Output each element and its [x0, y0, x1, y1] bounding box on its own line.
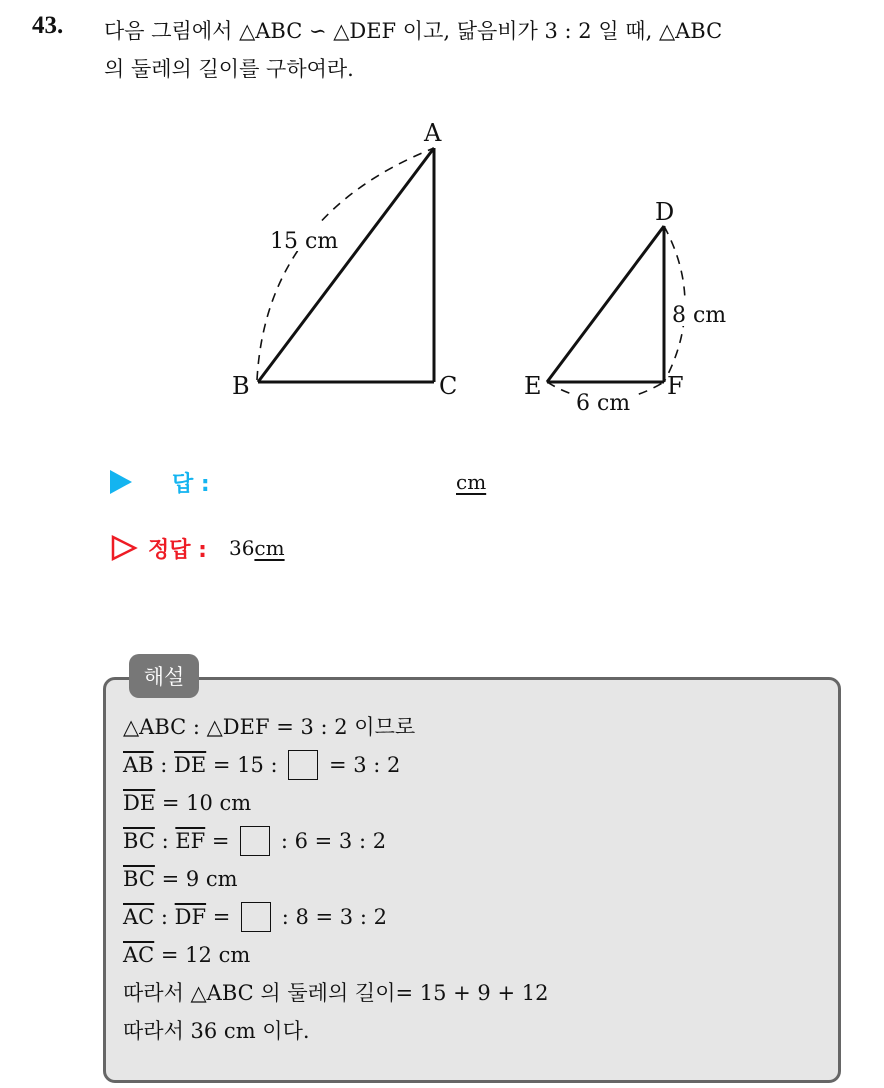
- correct-answer-value: [229, 536, 285, 560]
- segment-ef: $\overline{EF}$: [175, 829, 206, 853]
- equation-post: : 6 = 3 : 2: [274, 829, 387, 853]
- correct-answer-row: [110, 528, 285, 568]
- vertex-a-label: A: [424, 119, 442, 147]
- solution-line-6: [123, 898, 548, 936]
- triangle-figure: [0, 0, 884, 440]
- vertex-c-label: C: [439, 372, 458, 400]
- answer-label: 답 :: [172, 471, 210, 497]
- segment-de: $\overline{DE}$: [174, 753, 207, 777]
- correct-answer-label: 정답 :: [148, 537, 207, 563]
- segment-bc: $\overline{BC}$: [123, 867, 155, 891]
- blank-box: [240, 826, 270, 856]
- correct-answer-unit: cm: [254, 536, 285, 560]
- solution-line-1-text: △ABC : △DEF = 3 : 2 이므로: [123, 715, 416, 739]
- solution-line-8: [123, 974, 548, 1012]
- vertex-e-label: E: [524, 372, 542, 400]
- solution-line-9-text: 따라서 36 cm 이다.: [123, 1019, 310, 1043]
- equation-rest: = 12 cm: [154, 943, 251, 967]
- solution-line-2: [123, 746, 548, 784]
- blank-box: [241, 902, 271, 932]
- segment-df: $\overline{DF}$: [174, 905, 207, 929]
- segment-bc: $\overline{BC}$: [123, 829, 155, 853]
- equation-pre: =: [205, 829, 237, 853]
- colon: :: [153, 753, 175, 777]
- solution-lines: [123, 708, 548, 1050]
- colon: :: [154, 905, 175, 929]
- answer-row: [110, 462, 210, 502]
- vertex-f-label: F: [667, 372, 684, 400]
- segment-ab: $\overline{AB}$: [123, 753, 154, 777]
- solution-title: 해설: [129, 654, 199, 698]
- triangle-def: [547, 226, 685, 400]
- equation-post: : 8 = 3 : 2: [275, 905, 387, 929]
- play-icon: [110, 470, 132, 494]
- triangle-abc: [257, 148, 434, 382]
- solution-line-7: [123, 936, 548, 974]
- correct-answer-number: 36: [228, 536, 255, 560]
- outline-play-icon: [110, 534, 138, 562]
- solution-line-1: [123, 708, 548, 746]
- question-number: 43.: [32, 12, 64, 39]
- side-ef-length: 6 cm: [576, 391, 631, 416]
- vertex-d-label: D: [655, 198, 675, 226]
- equation-rest: = 9 cm: [154, 867, 238, 891]
- question-line-1: 다음 그림에서 △ABC ∽ △DEF 이고, 닮음비가 3 : 2 일 때, △ABC: [104, 19, 723, 43]
- solution-line-8-text: 따라서 △ABC 의 둘레의 길이= 15 + 9 + 12: [123, 981, 549, 1005]
- solution-line-9: [123, 1012, 548, 1050]
- solution-line-3: [123, 784, 548, 822]
- solution-line-4: [123, 822, 548, 860]
- equation-pre: =: [206, 905, 238, 929]
- solution-line-5: [123, 860, 548, 898]
- segment-ac: $\overline{AC}$: [123, 943, 155, 967]
- segment-de: $\overline{DE}$: [123, 791, 156, 815]
- equation-rest: = 10 cm: [155, 791, 252, 815]
- equation-post: = 3 : 2: [322, 753, 401, 777]
- side-df-length: 8 cm: [672, 303, 727, 328]
- question-line-2: 의 둘레의 길이를 구하여라.: [104, 57, 354, 81]
- blank-box: [288, 750, 318, 780]
- answer-unit: cm: [456, 470, 487, 494]
- side-ab-length: 15 cm: [270, 229, 339, 254]
- colon: :: [154, 829, 176, 853]
- segment-ac: $\overline{AC}$: [123, 905, 155, 929]
- vertex-b-label: B: [232, 372, 250, 400]
- equation-pre: = 15 :: [206, 753, 285, 777]
